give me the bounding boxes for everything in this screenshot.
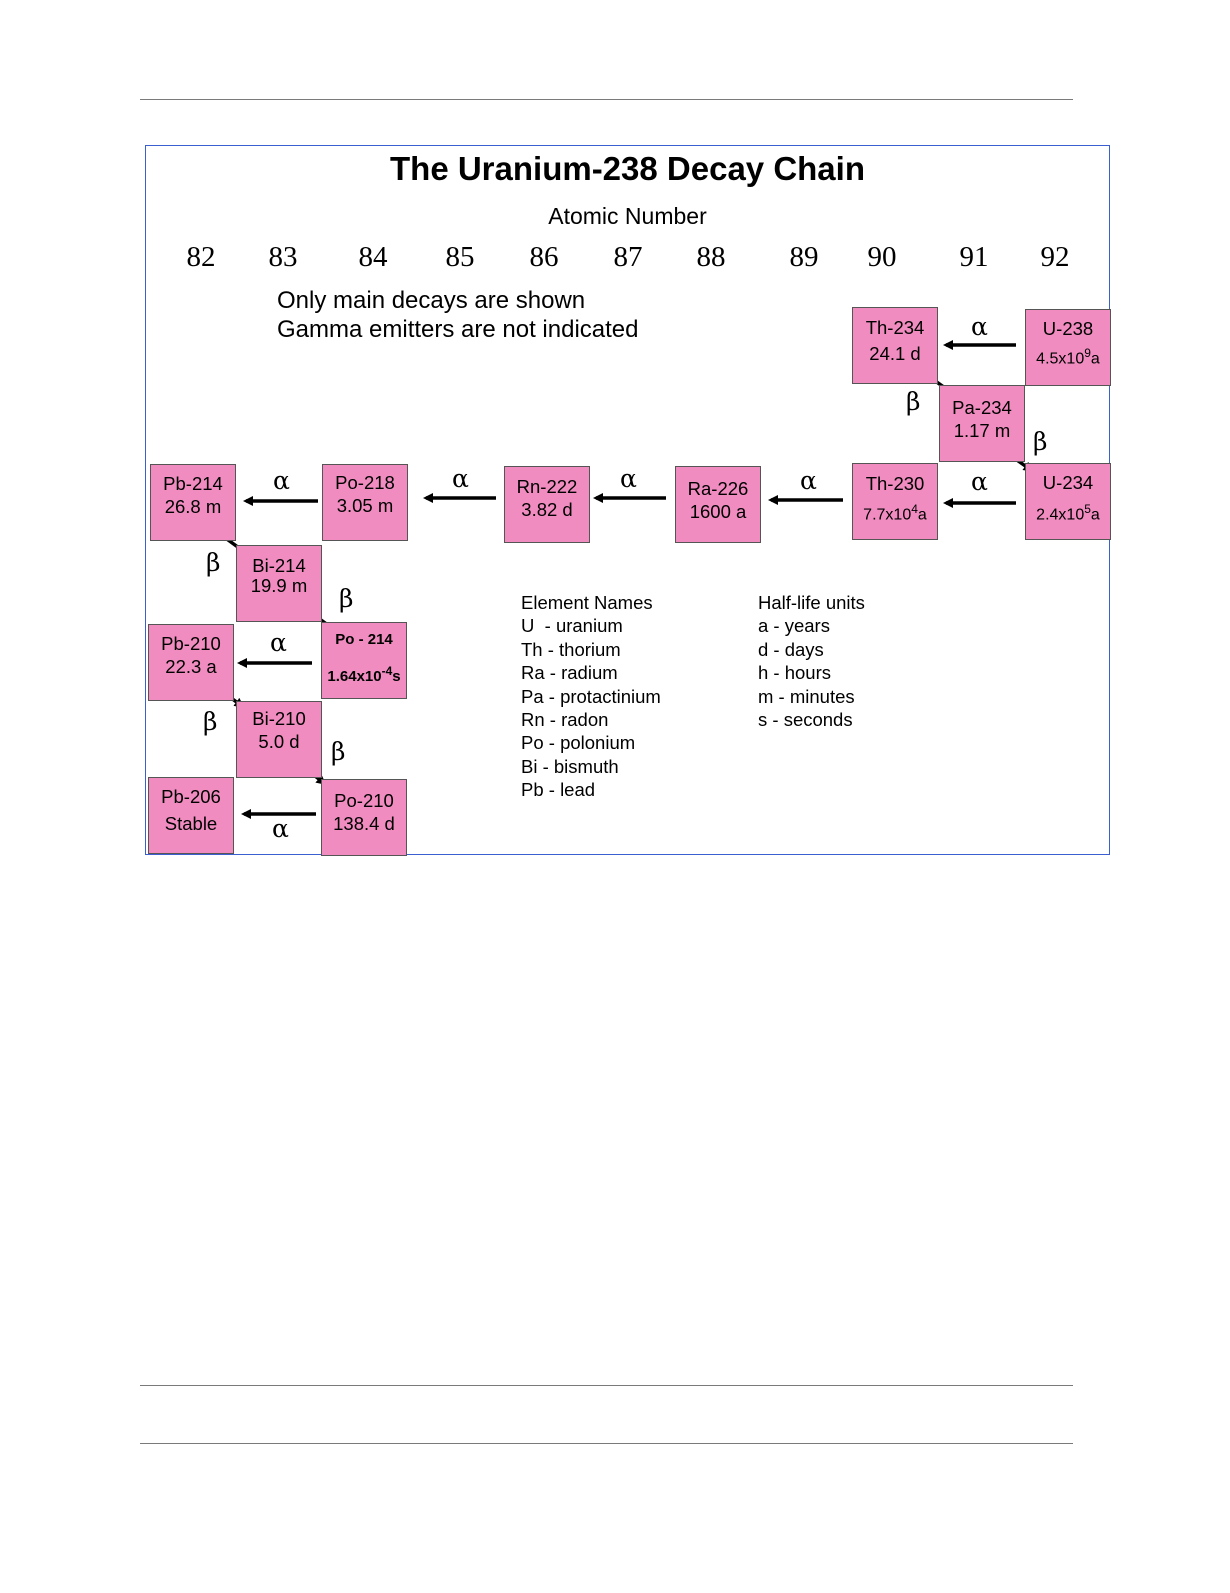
axis-title: Atomic Number: [548, 203, 707, 229]
isotope-label: Bi-214: [252, 555, 306, 576]
half-life-unit: a: [1090, 506, 1100, 524]
legend-item: Pa - protactinium: [521, 685, 661, 707]
nuclide-po218: [322, 464, 408, 541]
legend-item: Ra - radium: [521, 662, 618, 684]
nuclide-bi210: [236, 701, 322, 778]
half-life-unit: s: [392, 667, 401, 685]
footer-rule-bottom: [140, 1443, 1073, 1444]
alpha-label-u234: α: [971, 467, 988, 496]
half-life-value: 22.3 a: [165, 656, 217, 678]
isotope-label: Po - 214: [335, 631, 393, 648]
isotope-label: Rn-222: [516, 476, 578, 497]
alpha-label-po214: α: [270, 628, 287, 657]
figure-title: The Uranium-238 Decay Chain: [390, 150, 865, 187]
nuclide-bi214: [236, 545, 322, 622]
half-life-unit: a: [1090, 350, 1100, 368]
nuclide-pa234: [939, 385, 1025, 462]
isotope-label: U-234: [1042, 472, 1094, 493]
legend-heading: Element Names: [521, 592, 653, 613]
nuclide-u234: [1025, 463, 1111, 540]
half-life-value: 2.4x10: [1036, 506, 1085, 524]
isotope-label: Pa-234: [952, 397, 1012, 418]
legend-element-names: [521, 591, 661, 802]
alpha-label-po218: α: [273, 466, 290, 495]
nuclide-ra226: [675, 466, 761, 543]
isotope-label: Pb-214: [163, 473, 223, 494]
beta-label-pb214: β: [206, 548, 221, 577]
nuclide-pb214: [150, 464, 236, 541]
atomic-number-86: 86: [529, 241, 559, 273]
legend-item: Rn - radon: [521, 709, 609, 731]
half-life-value: 1600 a: [689, 501, 747, 523]
half-life-value: 5.0 d: [258, 731, 300, 753]
alpha-label-th230: α: [800, 466, 817, 495]
atomic-number-87: 87: [613, 241, 643, 273]
isotope-label: Pb-206: [161, 786, 221, 807]
atomic-number-88: 88: [696, 241, 726, 273]
half-life-value: 1.17 m: [953, 420, 1011, 442]
isotope-label: Po-218: [335, 472, 395, 493]
legend-half-life-units: [758, 591, 865, 731]
legend-item: Bi - bismuth: [521, 755, 619, 777]
alpha-label-rn222: α: [452, 464, 469, 493]
half-life-exponent: 4: [911, 502, 918, 517]
half-life-value: 26.8 m: [164, 496, 222, 518]
half-life-value: 1.64x10: [327, 667, 382, 685]
half-life-value: 24.1 d: [869, 343, 921, 365]
half-life-exponent: -4: [381, 663, 393, 678]
legend-item: h - hours: [758, 662, 832, 684]
beta-label-pa234: β: [1033, 427, 1048, 456]
legend-item: m - minutes: [758, 685, 855, 707]
half-life-exponent: 9: [1084, 346, 1091, 361]
atomic-number-85: 85: [445, 241, 475, 273]
atomic-number-90: 90: [867, 241, 897, 273]
legend-item: Po - polonium: [521, 732, 636, 754]
half-life-value: 3.82 d: [521, 499, 573, 521]
isotope-label: Po-210: [334, 790, 394, 811]
half-life-value: 19.9 m: [250, 575, 308, 597]
beta-label-th234: β: [906, 387, 921, 416]
legend-item: U - uranium: [521, 615, 623, 637]
atomic-number-89: 89: [789, 241, 819, 273]
isotope-label: Ra-226: [687, 478, 749, 499]
nuclide-th230: [852, 463, 938, 540]
legend-item: d - days: [758, 638, 824, 660]
isotope-label: Th-234: [865, 317, 925, 338]
nuclide-u238: [1025, 309, 1111, 386]
note-main-decays: Only main decays are shown: [277, 287, 586, 314]
half-life-value: 7.7x10: [863, 506, 912, 524]
nuclide-th234: [852, 307, 938, 384]
nuclide-po214: [321, 622, 407, 699]
half-life-value: 3.05 m: [336, 495, 394, 517]
half-life-unit: a: [917, 506, 927, 524]
atomic-number-91: 91: [959, 241, 989, 273]
nuclide-pb206: [148, 777, 234, 854]
alpha-label-u238: α: [971, 312, 988, 341]
isotope-label: Th-230: [865, 473, 925, 494]
atomic-number-82: 82: [186, 241, 216, 273]
half-life-value: 138.4 d: [333, 813, 395, 835]
half-life-value: 4.5x10: [1036, 350, 1085, 368]
legend-item: Pb - lead: [521, 779, 596, 801]
alpha-label-po210: α: [272, 814, 289, 843]
note-gamma: Gamma emitters are not indicated: [277, 316, 639, 343]
isotope-label: Bi-210: [252, 708, 306, 729]
decay-chain-figure: [145, 145, 1110, 855]
atomic-number-84: 84: [358, 241, 388, 273]
legend-item: a - years: [758, 615, 830, 637]
legend-item: Th - thorium: [521, 638, 621, 660]
isotope-label: Pb-210: [161, 633, 221, 654]
legend-heading: Half-life units: [758, 592, 865, 613]
half-life-exponent: 5: [1084, 502, 1091, 517]
half-life-value: Stable: [164, 812, 218, 834]
nuclide-po210: [321, 779, 407, 856]
nuclide-pb210: [148, 624, 234, 701]
beta-label-bi210: β: [331, 737, 346, 766]
beta-label-pb210: β: [203, 707, 218, 736]
atomic-number-92: 92: [1040, 241, 1070, 273]
isotope-label: U-238: [1042, 318, 1094, 339]
footer-rule-top: [140, 1385, 1073, 1386]
legend-item: s - seconds: [758, 709, 853, 731]
atomic-number-83: 83: [268, 241, 298, 273]
nuclide-rn222: [504, 466, 590, 543]
alpha-label-ra226: α: [620, 464, 637, 493]
beta-label-bi214: β: [339, 584, 354, 613]
header-rule: [140, 99, 1073, 100]
